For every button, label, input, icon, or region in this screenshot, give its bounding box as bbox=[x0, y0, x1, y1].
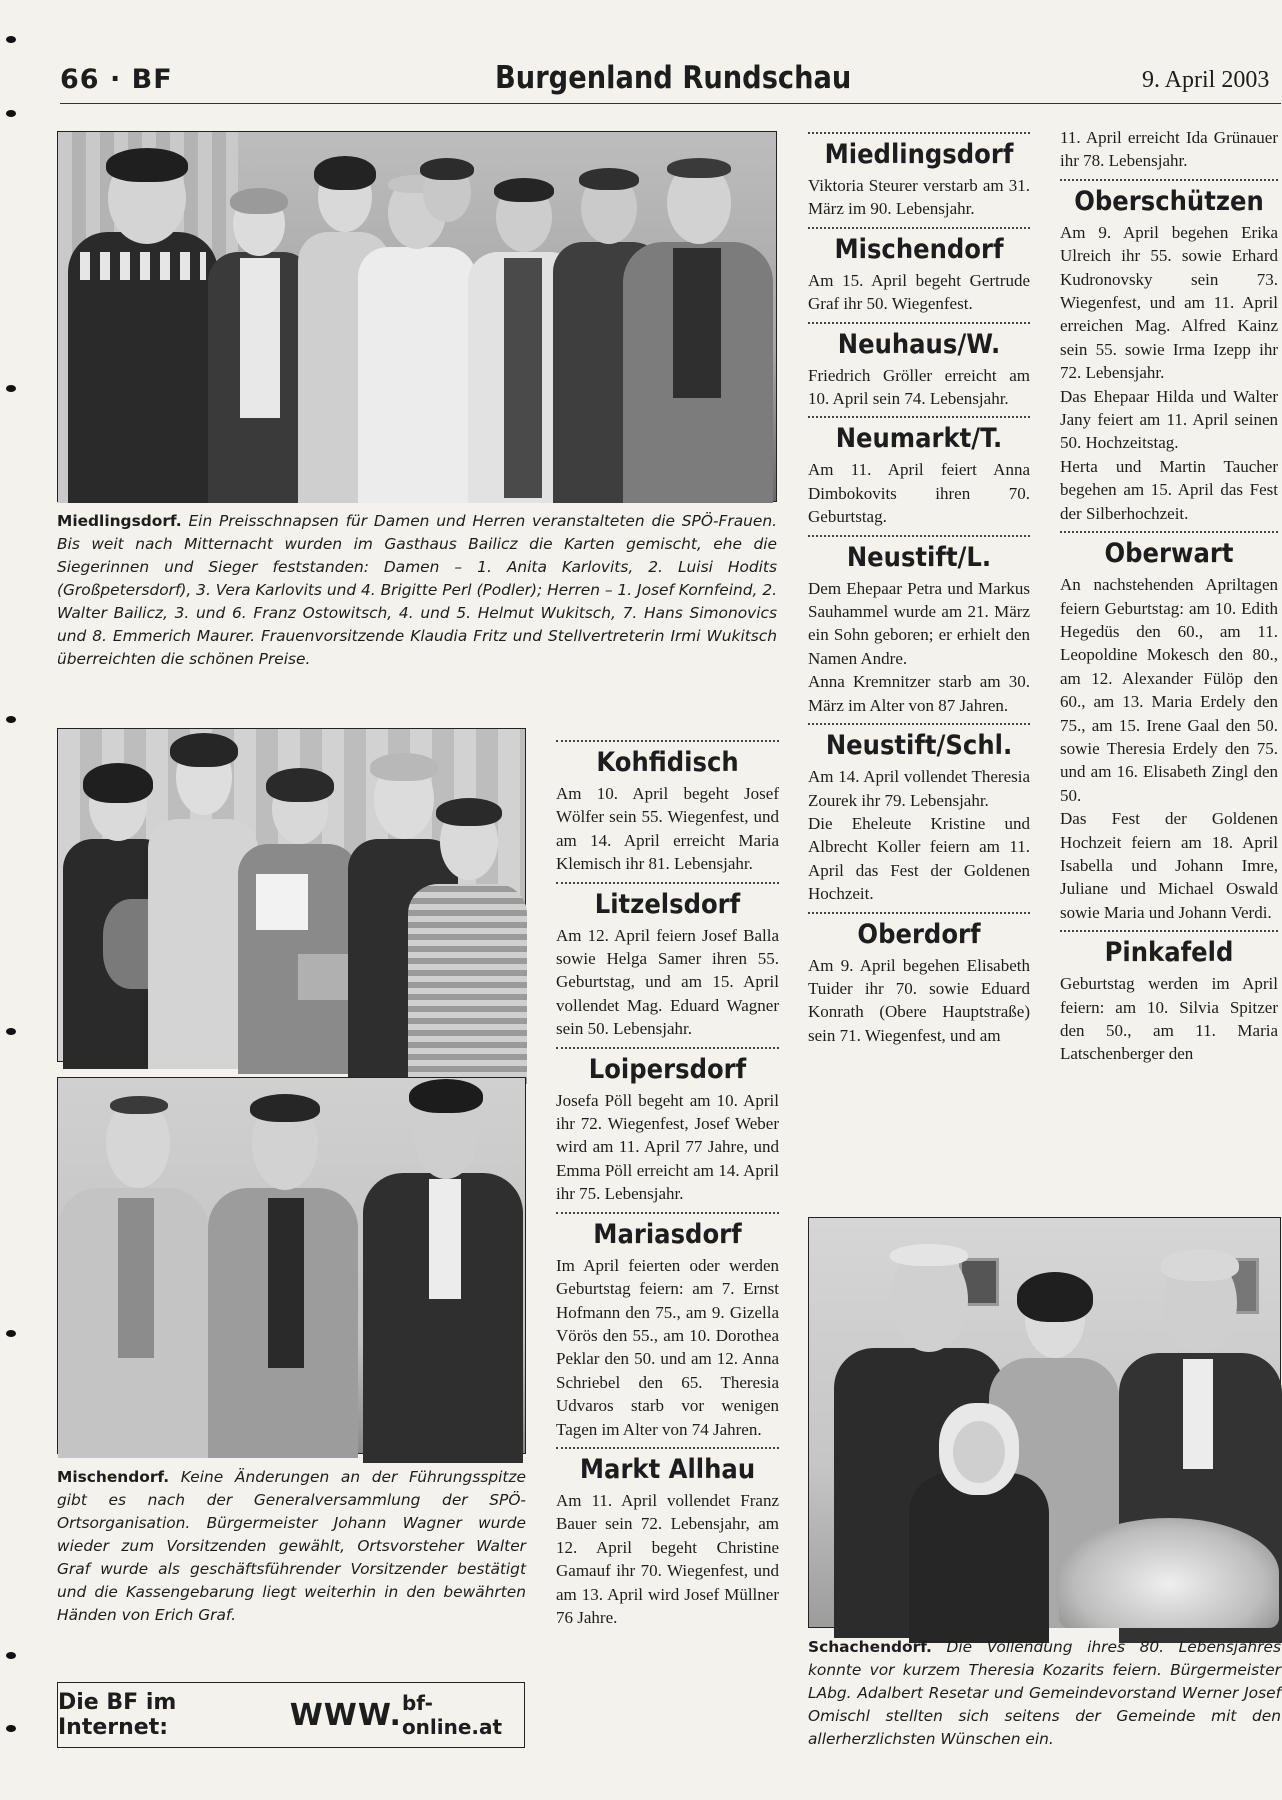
photo-schachendorf bbox=[808, 1217, 1281, 1628]
town-heading: Oberschützen bbox=[1074, 185, 1264, 217]
town-heading: Loipersdorf bbox=[588, 1053, 747, 1085]
notice-text: Geburtstag werden im April feiern: am 10. Silvia Spitzer den 50., am 11. Maria Latschenberger den bbox=[1060, 974, 1278, 1064]
margin-mark bbox=[6, 1652, 16, 1659]
town-heading: Miedlingsdorf bbox=[824, 139, 1014, 170]
notice-text: Im April feierten oder werden Geburtstag feiern: am 7. Ernst Hofmann den 75., am 9. Gizella Vörös den 55., am 10. Dorothea Peklar den 50. und am 12. Anna Schriebel den 65. Theresia Udvaros starb vor wenigen Tagen im Alter von 74 Jahren. bbox=[556, 1255, 779, 1439]
caption-miedlingsdorf bbox=[57, 510, 777, 671]
photo-women-group bbox=[57, 728, 526, 1062]
town-heading: Neuhaus/W. bbox=[837, 328, 1001, 360]
notice-text: Am 11. April vollendet Franz Bauer sein 72. Lebensjahr, am 12. April begeht Christine Gamauf ihr 70. Wiegenfest, und am 13. April wird Josef Müllner 76 Jahre. bbox=[556, 1490, 779, 1627]
notice-text: Das Ehepaar Hilda und Walter Jany feiert am 11. April seinen 50. Hochzeitstag. bbox=[1060, 386, 1278, 453]
margin-mark bbox=[6, 1330, 16, 1337]
photo-mischendorf-men bbox=[57, 1077, 526, 1454]
dotted-divider bbox=[1060, 531, 1278, 533]
town-heading: Neustift/Schl. bbox=[825, 730, 1013, 762]
ad-www: WWW. bbox=[289, 1697, 402, 1733]
dotted-divider bbox=[1060, 930, 1278, 932]
town-heading: Neumarkt/T. bbox=[835, 423, 1003, 455]
notice-text: Am 15. April begeht Gertrude Graf ihr 50. Wiegenfest. bbox=[808, 270, 1030, 314]
notice-text: Am 12. April feiern Josef Balla sowie Helga Samer ihren 55. Geburtstag, und am 15. April vollendet Mag. Eduard Wagner sein 50. Lebensjahr. bbox=[556, 925, 779, 1039]
town-heading: Kohfidisch bbox=[596, 747, 739, 778]
notice-text: Herta und Martin Taucher begehen am 15. April das Fest der Silberhochzeit. bbox=[1060, 456, 1278, 523]
notice-text: Am 11. April feiert Anna Dimbokovits ihren 70. Geburtstag. bbox=[808, 460, 1030, 527]
ad-domain: bf-online.at bbox=[401, 1691, 503, 1739]
notice-text: Viktoria Steurer verstarb am 31. März im 90. Lebensjahr. bbox=[808, 176, 1030, 219]
dotted-divider bbox=[808, 227, 1030, 229]
town-heading: Mischendorf bbox=[834, 233, 1004, 265]
notice-text: Friedrich Gröller erreicht am 10. April sein 74. Lebensjahr. bbox=[808, 365, 1030, 409]
issue-date: 9. April 2003 bbox=[1142, 67, 1270, 93]
caption-town: Miedlingsdorf. bbox=[57, 512, 182, 530]
dotted-divider bbox=[556, 740, 779, 742]
caption-schachendorf bbox=[808, 1636, 1281, 1751]
notice-text: Am 9. April begehen Elisabeth Tuider ihr 70. sowie Eduard Konrath (Obere Hauptstraße) sein 71. Wiegenfest, und am bbox=[808, 955, 1030, 1045]
column-right bbox=[1060, 126, 1278, 1064]
dotted-divider bbox=[556, 1212, 779, 1214]
margin-mark bbox=[6, 1725, 16, 1732]
notice-text: Dem Ehepaar Petra und Markus Sauhammel wurde am 21. März ein Sohn geboren; er erhielt den Namen Andre. bbox=[808, 578, 1030, 668]
town-heading: Neustift/L. bbox=[846, 541, 992, 573]
town-heading: Litzelsdorf bbox=[594, 888, 741, 920]
notice-text: Anna Kremnitzer starb am 30. März im Alter von 87 Jahren. bbox=[808, 672, 1030, 715]
notice-text: Am 9. April begehen Erika Ulreich ihr 55. sowie Erhard Kudronovsky sein 73. Wiegenfest, und am 11. April erreichen Mag. Alfred Kainz sein 55. sowie Irma Izepp ihr 72. Lebensjahr. bbox=[1060, 222, 1278, 383]
ad-label: Die BF im Internet: bbox=[58, 1690, 177, 1740]
dotted-divider bbox=[808, 912, 1030, 914]
town-heading: Pinkafeld bbox=[1104, 937, 1234, 969]
margin-mark bbox=[6, 1028, 16, 1035]
column-left bbox=[556, 734, 779, 1629]
notice-text: Die Eheleute Kristine und Albrecht Koller feiern am 11. April das Fest der Goldenen Hochzeit. bbox=[808, 813, 1030, 904]
column-right-intro: 11. April erreicht Ida Grünauer ihr 78. Lebensjahr. bbox=[1060, 128, 1278, 171]
notice-text: Am 10. April begeht Josef Wölfer sein 55. Wiegenfest, und am 14. April erreicht Maria Klemisch ihr 81. Lebensjahr. bbox=[556, 784, 779, 874]
caption-town: Schachendorf. bbox=[808, 1638, 932, 1656]
dotted-divider bbox=[556, 1447, 779, 1449]
notice-text: Das Fest der Goldenen Hochzeit feiern am 18. April Isabella und Johann Imre, Juliane und Michael Oswald sowie Maria und Johann Verdi. bbox=[1060, 809, 1278, 922]
dotted-divider bbox=[808, 723, 1030, 725]
dotted-divider bbox=[808, 416, 1030, 418]
newspaper-title: Burgenland Rundschau bbox=[495, 60, 852, 96]
column-middle bbox=[808, 126, 1030, 1047]
caption-mischendorf bbox=[57, 1466, 526, 1627]
town-heading: Oberwart bbox=[1104, 538, 1234, 570]
margin-mark bbox=[6, 110, 16, 117]
town-heading: Oberdorf bbox=[857, 918, 981, 950]
internet-ad-box bbox=[57, 1682, 525, 1748]
caption-text: Keine Änderungen an der Führungsspitze gibt es nach der Generalversammlung der SPÖ-Ortsorganisation. Bürgermeister Johann Wagner wurde wieder zum Vorsitzenden gewählt, Ortsvorsteher Walter Graf wurde als geschäftsführender Vorsitzender bestätigt und die Kassengebarung liegt weiterhin in den bewährten Händen von Erich Graf. bbox=[57, 1468, 526, 1624]
dotted-divider bbox=[556, 882, 779, 884]
notice-text: Josefa Pöll begeht am 10. April ihr 72. Wiegenfest, Josef Weber wird am 11. April 77 Jahre, und Emma Pöll erreicht am 14. April ihr 75. Lebensjahr. bbox=[556, 1090, 779, 1204]
page-header bbox=[60, 58, 1281, 104]
dotted-divider bbox=[556, 1047, 779, 1049]
margin-mark bbox=[6, 385, 16, 392]
notice-text: Am 14. April vollendet Theresia Zourek ihr 79. Lebensjahr. bbox=[808, 767, 1030, 810]
margin-mark bbox=[6, 36, 16, 43]
page-number: 66 · BF bbox=[60, 64, 173, 95]
caption-text: Ein Preisschnapsen für Damen und Herren veranstalteten die SPÖ-Frauen. Bis weit nach Mitternacht wurden im Gasthaus Bailicz die Karten gemischt, ehe die Siegerinnen und Sieger feststanden: Damen – 1. Anita Karlovits, 2. Luisi Hodits (Großpetersdorf), 3. Vera Karlovits und 4. Brigitte Perl (Podler); Herren – 1. Josef Kornfeind, 2. Walter Bailicz, 3. und 6. Franz Ostowitsch, 4. und 5. Helmut Wukitsch, 7. Hans Simonovics und 8. Emmerich Maurer. Frauenvorsitzende Klaudia Fritz und Stellvertreterin Irmi Wukitsch überreichten die schönen Preise. bbox=[57, 512, 778, 668]
caption-town: Mischendorf. bbox=[57, 1468, 170, 1486]
town-heading: Mariasdorf bbox=[593, 1218, 742, 1250]
margin-mark bbox=[6, 716, 16, 723]
caption-text: Die Vollendung ihres 80. Lebensjahres konnte vor kurzem Theresia Kozarits feiern. Bürgermeister LAbg. Adalbert Resetar und Gemeindevorstand Werner Josef Omischl stellten sich seitens der Gemeinde mit den allerherzlichsten Wünschen ein. bbox=[808, 1638, 1281, 1748]
dotted-divider bbox=[808, 132, 1030, 134]
dotted-divider bbox=[808, 535, 1030, 537]
notice-text: An nachstehenden Apriltagen feiern Geburtstag: am 10. Edith Hegedüs den 60., am 11. Leopoldine Mokesch den 80., am 12. Alexander Fülöp den 60., am 13. Maria Erdely den 75., am 15. Irene Gaal den 50. sowie Theresia Erdely den 75. und am 16. Elisabeth Zingl den 50. bbox=[1060, 575, 1278, 805]
dotted-divider bbox=[808, 322, 1030, 324]
dotted-divider bbox=[1060, 179, 1278, 181]
photo-miedlingsdorf-group bbox=[57, 131, 777, 502]
town-heading: Markt Allhau bbox=[579, 1453, 756, 1485]
